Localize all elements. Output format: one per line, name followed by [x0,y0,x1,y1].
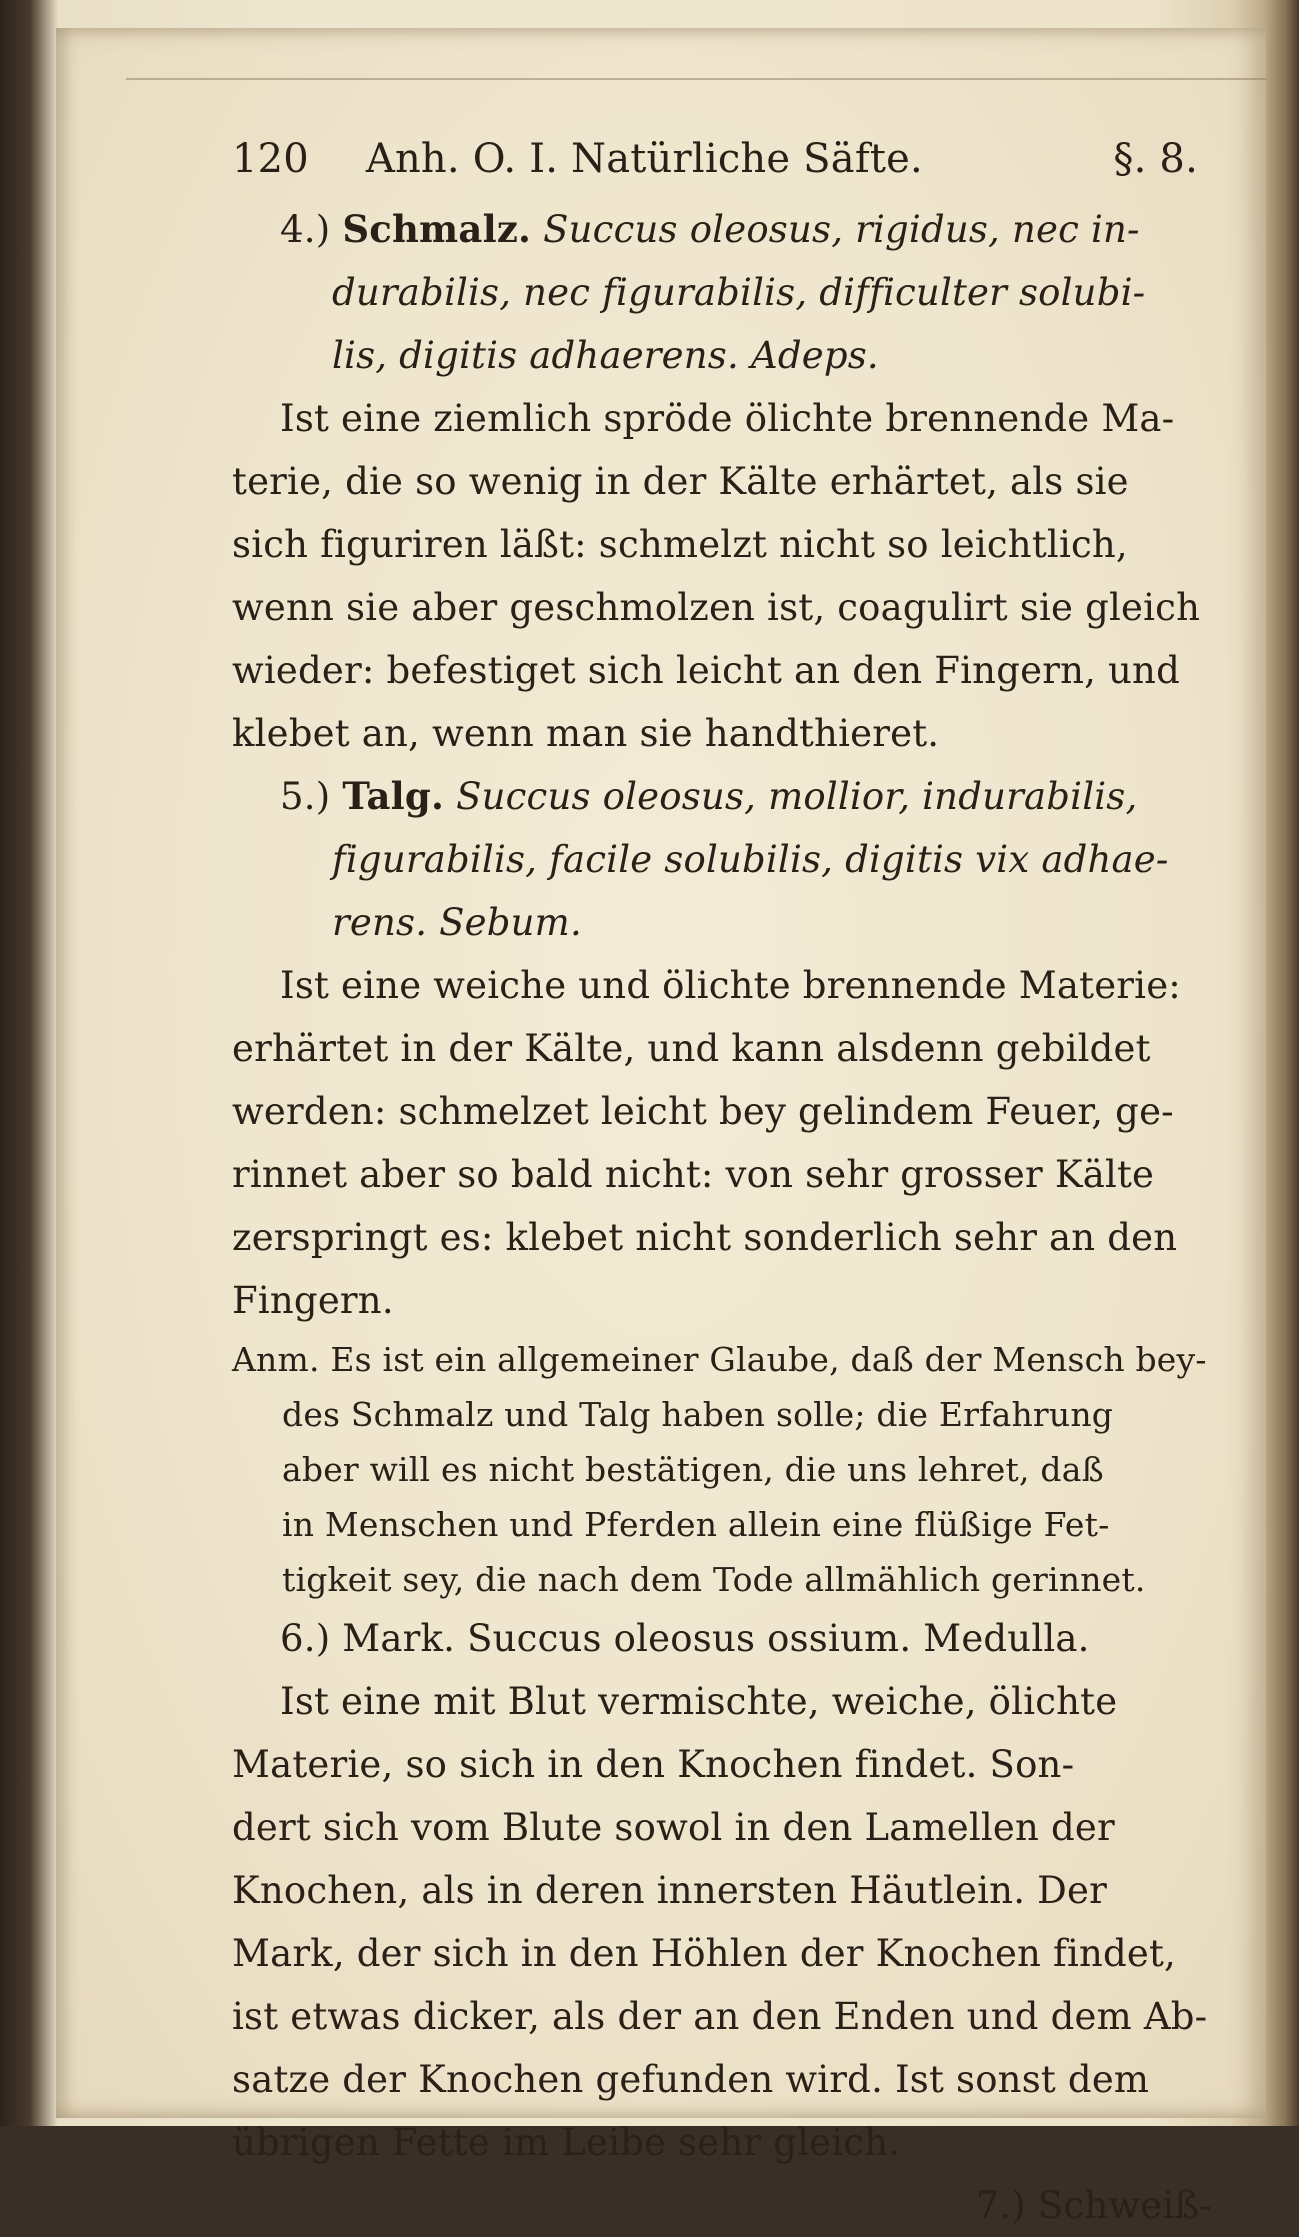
catchword: 7.) Schweiß- [975,2184,1212,2227]
note-line-2: des Schmalz und Talg haben solle; die Erfahrung [282,1395,1114,1434]
entry-6-body-7: satze der Knochen gefunden wird. Ist sonst dem [232,2058,1150,2101]
top-rule [126,78,1266,80]
entry-6-body-6: ist etwas dicker, als der an den Enden und dem Ab- [232,1995,1208,2038]
entry-4-heading [232,198,1222,261]
entry-4-word: Schmalz. [342,207,532,251]
note-line-1: Anm. Es ist ein allgemeiner Glaube, daß der Mensch bey- [232,1340,1207,1379]
entry-4-body-2: terie, die so wenig in der Kälte erhärtet, als sie [232,460,1129,503]
entry-5-heading [232,765,1222,828]
entry-4-body-1: Ist eine ziemlich spröde ölichte brennende Ma- [280,397,1175,440]
entry-6-body-3: dert sich vom Blute sowol in den Lamellen der [232,1806,1115,1849]
entry-4-body-5: wieder: befestiget sich leicht an den Fingern, und [232,649,1180,692]
entry-4-body-3: sich figuriren läßt: schmelzt nicht so leichtlich, [232,523,1128,566]
entry-6-body-2: Materie, so sich in den Knochen findet. Son- [232,1743,1075,1786]
entry-5-body-1: Ist eine weiche und ölichte brennende Materie: [280,964,1181,1007]
running-title: Anh. O. I. Natürliche Säfte. [365,136,923,182]
entry-4-body-6: klebet an, wenn man sie handthieret. [232,712,940,755]
entry-6-body-8: übrigen Fette im Leibe sehr gleich. [232,2121,901,2164]
entry-4-latin-2: durabilis, nec figurabilis, difficulter solubi- [332,271,1146,314]
note-line-3: aber will es nicht bestätigen, die uns lehret, daß [282,1450,1104,1489]
entry-6-body-5: Mark, der sich in den Höhlen der Knochen findet, [232,1932,1177,1975]
entry-6-body-1: Ist eine mit Blut vermischte, weiche, ölichte [280,1680,1118,1723]
entry-5-latin-2: figurabilis, facile solubilis, digitis vix adhae- [332,838,1169,881]
page-text [232,120,1222,2237]
entry-5-latin-1: Succus oleosus, mollior, indurabilis, [456,775,1138,818]
running-header [232,120,1222,198]
page-number: 120 [232,136,309,182]
annotation-note [232,1332,1222,1607]
entry-4-latin-1: Succus oleosus, rigidus, nec in- [543,208,1140,251]
entry-6-body-4: Knochen, als in deren innersten Häutlein. Der [232,1869,1107,1912]
note-line-5: tigkeit sey, die nach dem Tode allmählich gerinnet. [282,1560,1146,1599]
entry-5-number: 5.) [280,775,331,818]
entry-6-heading: 6.) Mark. Succus oleosus ossium. Medulla. [280,1617,1090,1660]
entry-5-body-4: rinnet aber so bald nicht: von sehr grosser Kälte [232,1153,1155,1196]
entry-5-latin-3: rens. Sebum. [332,901,582,944]
entry-4-body-4: wenn sie aber geschmolzen ist, coagulirt sie gleich [232,586,1201,629]
entry-5-word: Talg. [342,774,445,818]
entry-4-number: 4.) [280,208,331,251]
entry-4-latin-3: lis, digitis adhaerens. Adeps. [332,334,879,377]
entry-5-body-6: Fingern. [232,1279,394,1322]
note-line-4: in Menschen und Pferden allein eine flüßige Fet- [282,1505,1110,1544]
section-mark: §. 8. [1113,136,1198,182]
entry-5-body-2: erhärtet in der Kälte, und kann alsdenn gebildet [232,1027,1151,1070]
entry-5-body-5: zerspringt es: klebet nicht sonderlich sehr an den [232,1216,1178,1259]
entry-5-body-3: werden: schmelzet leicht bey gelindem Feuer, ge- [232,1090,1174,1133]
